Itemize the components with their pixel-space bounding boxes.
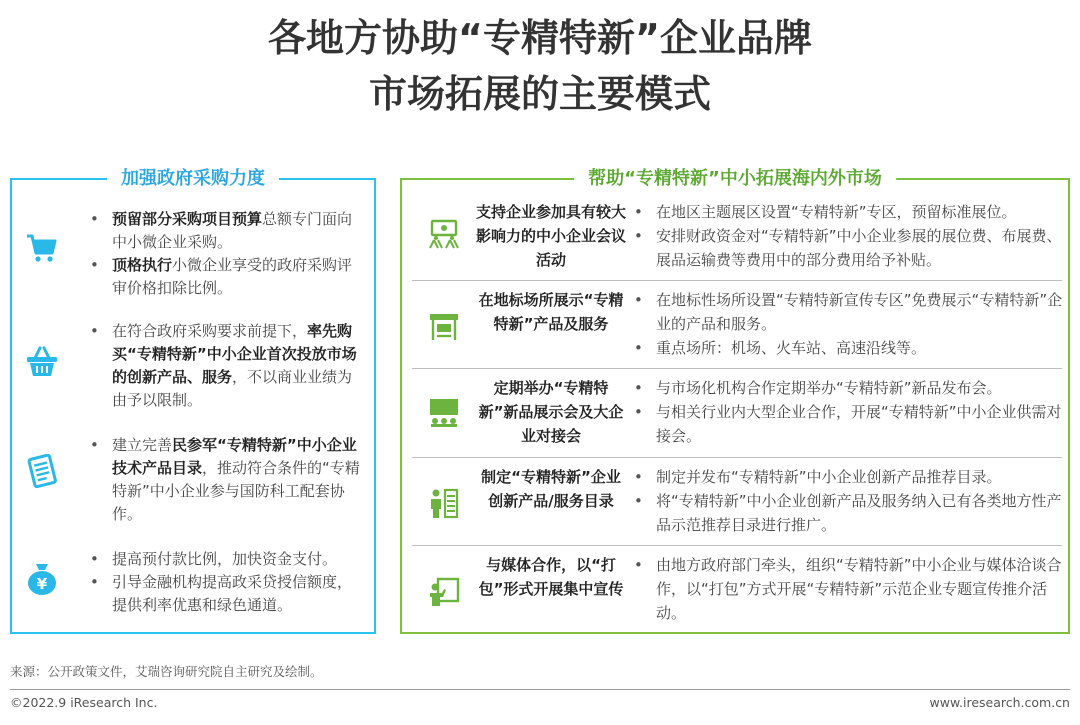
- right-bullet: • 在地标性场所设置“专精特新宣传专区”免费展示“专精特新”企业的产品和服务。: [634, 288, 1070, 336]
- right-bullet: • 安排财政资金对“专精特新”中小企业参展的展位费、布展费、展品运输费等费用中的部分费用给予补贴。: [634, 224, 1070, 272]
- left-bullet: • 提高预付款比例，加快资金支付。: [90, 548, 362, 571]
- conference-speaker-icon: [428, 218, 460, 250]
- footer-divider: [10, 689, 1070, 690]
- right-bullet: • 在地区主题展区设置“专精特新”专区，预留标准展位。: [634, 200, 1070, 224]
- right-bullet: • 与相关行业内大型企业合作，开展“专精特新”中小企业供需对接会。: [634, 400, 1070, 448]
- right-panel: [400, 168, 1070, 634]
- right-item-4-label: 制定“专精特新”企业创新产品/服务目录: [481, 468, 621, 510]
- right-bullet: • 将“专精特新”中小企业创新产品及服务纳入已有各类地方性产品示范推荐目录进行推广。: [634, 489, 1070, 537]
- money-bag-icon: [24, 560, 60, 596]
- right-item-1-bullets: [634, 200, 1070, 272]
- left-item-4-bullets: [90, 548, 362, 617]
- person-catalog-icon: [428, 487, 460, 519]
- left-bullet: • 预留部分采购项目预算总额专门面向中小微企业采购。: [90, 208, 362, 254]
- shopping-basket-icon: [24, 344, 60, 380]
- row-divider: [412, 545, 1062, 546]
- left-item-3-bullets: [90, 434, 362, 526]
- left-bullet: • 建立完善民参军“专精特新”中小企业技术产品目录，推动符合条件的“专精特新”中小企业参与国防科工配套协作。: [90, 434, 362, 526]
- left-item-2-bullets: [90, 320, 362, 412]
- right-item-3-bullets: [634, 376, 1070, 448]
- row-divider: [412, 280, 1062, 281]
- right-bullet: • 制定并发布“专精特新”中小企业创新产品推荐目录。: [634, 465, 1070, 489]
- left-panel: [10, 168, 376, 634]
- right-bullet: • 与市场化机构合作定期举办“专精特新”新品发布会。: [634, 376, 1070, 400]
- svg-text:¥: ¥: [36, 575, 48, 593]
- page-title-line1: 各地方协助“专精特新”企业品牌: [268, 16, 812, 60]
- page-title-line2: 市场拓展的主要模式: [368, 72, 711, 116]
- left-bullet: • 顶格执行小微企业享受的政府采购评审价格扣除比例。: [90, 254, 362, 300]
- right-item-2-bullets: [634, 288, 1070, 360]
- copyright: ©2022.9 iResearch Inc.: [10, 695, 158, 710]
- presentation-screen-icon: [428, 396, 460, 428]
- right-item-4-bullets: [634, 465, 1070, 537]
- right-item-2-label: 在地标场所展示“专精特新”产品及服务: [478, 291, 624, 333]
- document-list-icon: [24, 454, 60, 490]
- right-bullet: • 重点场所：机场、火车站、高速沿线等。: [634, 336, 1070, 360]
- left-item-1-bullets: [90, 208, 362, 300]
- row-divider: [412, 368, 1062, 369]
- left-panel-title: 加强政府采购力度: [107, 168, 279, 190]
- right-item-5-label: 与媒体合作，以“打包”形式开展集中宣传: [478, 556, 624, 598]
- website-link[interactable]: www.iresearch.com.cn: [929, 695, 1070, 710]
- row-divider: [412, 457, 1062, 458]
- shopping-cart-icon: [24, 230, 60, 266]
- right-item-5-bullets: [634, 553, 1070, 625]
- source-note: 来源：公开政策文件，艾瑞咨询研究院自主研究及绘制。: [10, 664, 323, 679]
- left-bullet: • 在符合政府采购要求前提下，率先购买“专精特新”中小企业首次投放市场的创新产品、服务，不以商业业绩为由予以限制。: [90, 320, 362, 412]
- left-bullet: • 引导金融机构提高政采贷授信额度，提供利率优惠和绿色通道。: [90, 571, 362, 617]
- right-bullet: • 由地方政府部门牵头，组织“专精特新”中小企业与媒体洽谈合作，以“打包”方式开展“专精特新”示范企业专题宣传推介活动。: [634, 553, 1070, 625]
- right-item-1-label: 支持企业参加具有较大影响力的中小企业会议活动: [476, 203, 627, 269]
- right-panel-title: 帮助“专精特新”中小拓展海内外市场: [574, 168, 896, 190]
- media-person-icon: [428, 575, 460, 607]
- right-item-3-label: 定期举办“专精特新”新品展示会及大企业对接会: [478, 379, 624, 445]
- exhibition-booth-icon: [428, 310, 460, 342]
